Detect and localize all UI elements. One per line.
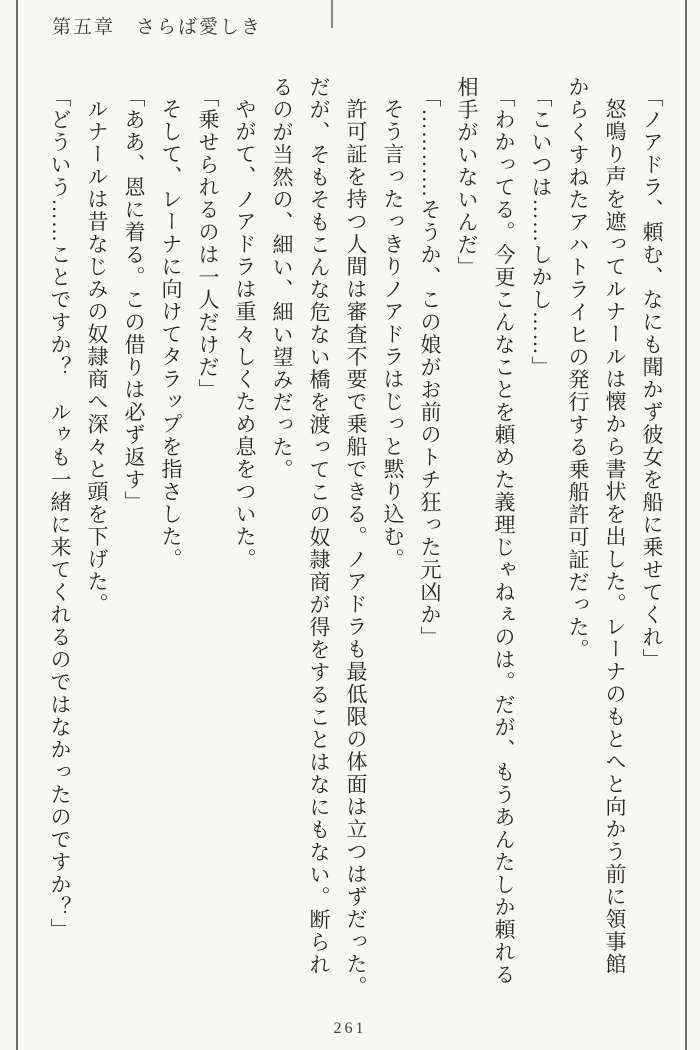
page-edge-left-line (16, 0, 18, 1050)
text-column: るのが当然の、細い、細い望みだった。 (270, 76, 294, 481)
chapter-header: 第五章 さらば愛しき (52, 17, 263, 38)
text-column: だが、そもそもこんな危ない橋を渡ってこの奴隷商が得をすることはなにもない。断られ (307, 76, 331, 976)
page-number: 261 (333, 1020, 367, 1037)
text-column: 「どういう……ことですか？ ルゥも一緒に来てくれるのではなかったのですか？」 (48, 86, 72, 941)
body-text (41, 76, 670, 1008)
text-column: 「わかってる。今更こんなことを頼めた義理じゃねぇのは。だが、もうあんたしか頼れる (492, 86, 516, 986)
text-column: ルナールは昔なじみの奴隷商へ深々と頭を下げた。 (85, 98, 109, 616)
text-column: 「ああ、恩に着る。この借りは必ず返す」 (122, 86, 146, 514)
text-column: からくすねたアハトライヒの発行する乗船許可証だった。 (566, 76, 590, 661)
page-edge-right-line (685, 0, 687, 1050)
text-column: 相手がいないんだ」 (455, 76, 479, 279)
scan-artifact-line (331, 0, 333, 28)
text-column: 「…………そうか、この娘がお前のトチ狂った元凶か」 (418, 86, 442, 649)
text-column: 許可証を持つ人間は審査不要で乗船できる。ノアドラも最低限の体面は立つはずだった。 (344, 98, 368, 998)
text-column: 「乗せられるのは一人だけだ」 (196, 86, 220, 401)
text-column: 「こいつは……しかし……」 (529, 86, 553, 379)
text-column: そして、レーナに向けてタラップを指さした。 (159, 98, 183, 571)
text-column: やがて、ノアドラは重々しくため息をついた。 (233, 98, 257, 571)
text-column: そう言ったっきりノアドラはじっと黙り込む。 (381, 98, 405, 571)
text-column: 「ノアドラ、頼む、なにも聞かず彼女を船に乗せてくれ」 (640, 86, 664, 671)
text-column: 怒鳴り声を遮ってルナールは懐から書状を出した。レーナのもとへと向かう前に領事館 (603, 98, 627, 976)
